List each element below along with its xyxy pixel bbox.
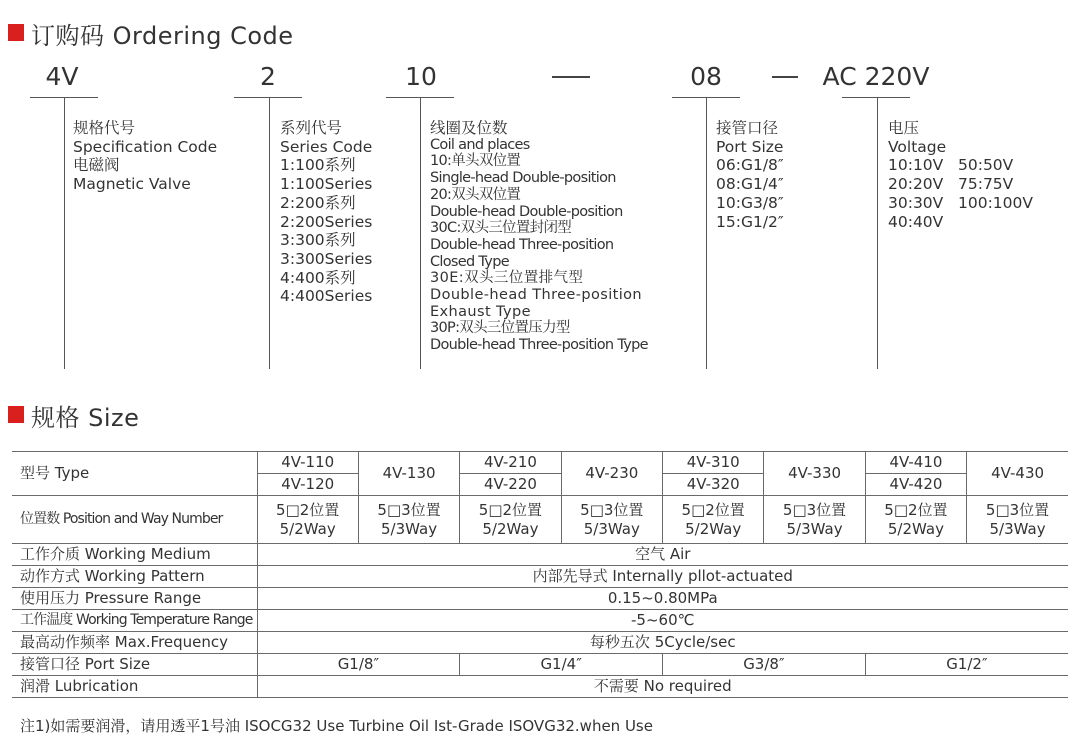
connector-line [269, 97, 270, 369]
port-line: 15:G1/2″ [716, 212, 784, 231]
row-value: 不需要 No required [257, 676, 1068, 698]
row-label: 使用压力 Pressure Range [12, 588, 257, 610]
series-line: 系列代号 [280, 119, 343, 137]
spec-line: 规格代号 [73, 119, 136, 137]
voltage-option: 75:75V [958, 175, 1014, 194]
size-spec-table [12, 451, 1068, 698]
coil-line: Double-head Three-position [430, 287, 643, 304]
series-line: 2:200系列 [280, 193, 356, 212]
row-label: 型号 Type [12, 452, 257, 496]
voltage-subtitle: Voltage [888, 137, 947, 156]
ordering-code-heading: 订购码 Ordering Code [31, 22, 294, 50]
row-value: -5~60℃ [257, 610, 1068, 632]
position-cn: 5□2位置 [681, 500, 745, 519]
separator-dash [772, 76, 798, 78]
series-line: Series Code [280, 137, 373, 156]
size-heading: 规格 Size [31, 404, 140, 432]
voltage-column [888, 119, 1033, 231]
voltage-option: 50:50V [958, 156, 1014, 175]
series-line: 2:200Series [280, 212, 373, 231]
position-cell [358, 496, 459, 544]
code-token-voltage: AC 220V [822, 62, 930, 91]
position-cell [967, 496, 1068, 544]
series-line: 1:100系列 [280, 156, 356, 175]
row-value: 每秒五次 5Cycle/sec [257, 632, 1068, 654]
position-en: 5/3Way [989, 519, 1046, 538]
model-code: 4V-410 [866, 452, 966, 474]
connector-line [64, 97, 65, 369]
token-underline [234, 97, 302, 98]
position-cn: 5□3位置 [782, 500, 847, 519]
voltage-option: 20:20V [888, 175, 944, 194]
separator-dash [552, 76, 590, 78]
row-value: 0.15~0.80MPa [257, 588, 1068, 610]
voltage-option: 40:40V [888, 212, 944, 231]
voltage-row [888, 175, 1033, 194]
position-en: 5/3Way [583, 519, 640, 538]
connector-line [420, 97, 421, 369]
model-code: 4V-320 [686, 475, 740, 493]
position-cell [561, 496, 662, 544]
table-row-pressure [12, 588, 1068, 610]
port-value: G1/8″ [257, 654, 460, 676]
table-row-medium [12, 544, 1068, 566]
coil-line: 30P:双头三位置压力型 [430, 320, 570, 337]
position-en: 5/3Way [786, 519, 843, 538]
position-cn: 5□3位置 [580, 500, 644, 519]
coil-places-column [430, 120, 648, 354]
model-code: 4V-120 [281, 475, 335, 493]
port-line: Port Size [716, 137, 784, 156]
model-cell: 4V-130 [358, 452, 459, 496]
footnote: 注1)如需要润滑，请用透平1号油 ISOCG32 Use Turbine Oil Ist-Grade ISOVG32.when Use [20, 717, 653, 735]
voltage-option: 100:100V [958, 193, 1033, 212]
voltage-option: 30:30V [888, 193, 944, 212]
row-value: 空气 Air [257, 544, 1068, 566]
position-en: 5/3Way [381, 519, 438, 538]
model-cell: 4V-430 [967, 452, 1068, 496]
model-cell [663, 452, 764, 496]
position-en: 5/2Way [279, 519, 336, 538]
voltage-row [888, 194, 1033, 213]
spec-line: 电磁阀 [73, 156, 120, 175]
voltage-option: 10:10V [888, 156, 944, 175]
code-token-prefix: 4V [45, 62, 79, 91]
coil-line: 20:双头双位置 [430, 186, 521, 203]
model-code: 4V-310 [663, 452, 763, 474]
row-label: 位置数 Position and Way Number [12, 496, 257, 544]
coil-line: 30E:双头三位置排气型 [430, 270, 584, 287]
voltage-title: 电压 [888, 119, 920, 137]
connector-line [877, 97, 878, 369]
position-en: 5/2Way [685, 519, 742, 538]
model-cell [257, 452, 358, 496]
coil-line: Single-head Double-position [430, 170, 616, 187]
section-marker-icon [8, 406, 24, 423]
spec-code-column [73, 119, 217, 194]
position-cell [865, 496, 966, 544]
port-line: 08:G1/4″ [716, 175, 784, 194]
coil-line: Double-head Three-position [430, 236, 614, 253]
voltage-row [888, 213, 1033, 232]
table-row-port-size [12, 654, 1068, 676]
position-cn: 5□3位置 [377, 500, 441, 519]
row-label: 工作介质 Working Medium [12, 544, 257, 566]
table-row-pattern [12, 566, 1068, 588]
coil-line: Double-head Double-position [430, 203, 623, 220]
position-cell [460, 496, 561, 544]
coil-line: Coil and places [430, 136, 530, 153]
coil-line: Closed Type [430, 253, 509, 270]
table-row-lubrication [12, 676, 1068, 698]
port-value: G3/8″ [663, 654, 866, 676]
series-line: 4:400系列 [280, 268, 356, 287]
row-label: 动作方式 Working Pattern [12, 566, 257, 588]
position-cn: 5□2位置 [478, 500, 543, 519]
model-cell [460, 452, 561, 496]
position-cell [257, 496, 358, 544]
code-token-series: 2 [260, 62, 276, 91]
port-line: 06:G1/8″ [716, 156, 784, 175]
model-cell [865, 452, 966, 496]
port-value: G1/2″ [865, 654, 1068, 676]
row-value: 内部先导式 Internally pllot-actuated [257, 566, 1068, 588]
series-line: 3:300Series [280, 249, 373, 268]
position-en: 5/2Way [482, 519, 539, 538]
position-cn: 5□3位置 [985, 500, 1050, 519]
section-marker-icon [8, 24, 24, 41]
model-code: 4V-210 [460, 452, 560, 474]
coil-line: Exhaust Type [430, 303, 531, 320]
token-underline [842, 97, 910, 98]
series-line: 4:400Series [280, 287, 373, 306]
coil-line: 线圈及位数 [430, 119, 508, 137]
coil-line: Double-head Three-position Type [430, 337, 648, 354]
series-line: 3:300系列 [280, 231, 356, 250]
series-code-column [280, 119, 372, 306]
coil-line: 30C:双头三位置封闭型 [430, 220, 572, 237]
port-value: G1/4″ [460, 654, 663, 676]
table-row-type [12, 452, 1068, 496]
table-row-frequency [12, 632, 1068, 654]
position-cell [663, 496, 764, 544]
position-cn: 5□2位置 [884, 500, 948, 519]
model-code: 4V-420 [889, 475, 943, 493]
model-code: 4V-110 [258, 452, 358, 474]
voltage-row [888, 156, 1033, 175]
port-size-column [716, 119, 784, 231]
code-token-coil: 10 [405, 62, 437, 91]
spec-line: Magnetic Valve [73, 175, 191, 194]
position-en: 5/2Way [887, 519, 944, 538]
row-label: 最高动作频率 Max.Frequency [12, 632, 257, 654]
table-row-temperature [12, 610, 1068, 632]
port-line: 接管口径 [716, 119, 779, 137]
model-cell: 4V-330 [764, 452, 865, 496]
connector-line [706, 97, 707, 369]
code-token-port: 08 [690, 62, 722, 91]
row-label: 工作温度 Working Temperature Range [12, 610, 257, 632]
position-cn: 5□2位置 [276, 500, 340, 519]
row-label: 接管口径 Port Size [12, 654, 257, 676]
model-code: 4V-220 [483, 475, 537, 493]
position-cell [764, 496, 865, 544]
series-line: 1:100Series [280, 175, 373, 194]
model-cell: 4V-230 [561, 452, 662, 496]
port-line: 10:G3/8″ [716, 193, 784, 212]
coil-line: 10:单头双位置 [430, 153, 521, 170]
table-row-position [12, 496, 1068, 544]
row-label: 润滑 Lubrication [12, 676, 257, 698]
spec-line: Specification Code [73, 137, 218, 156]
